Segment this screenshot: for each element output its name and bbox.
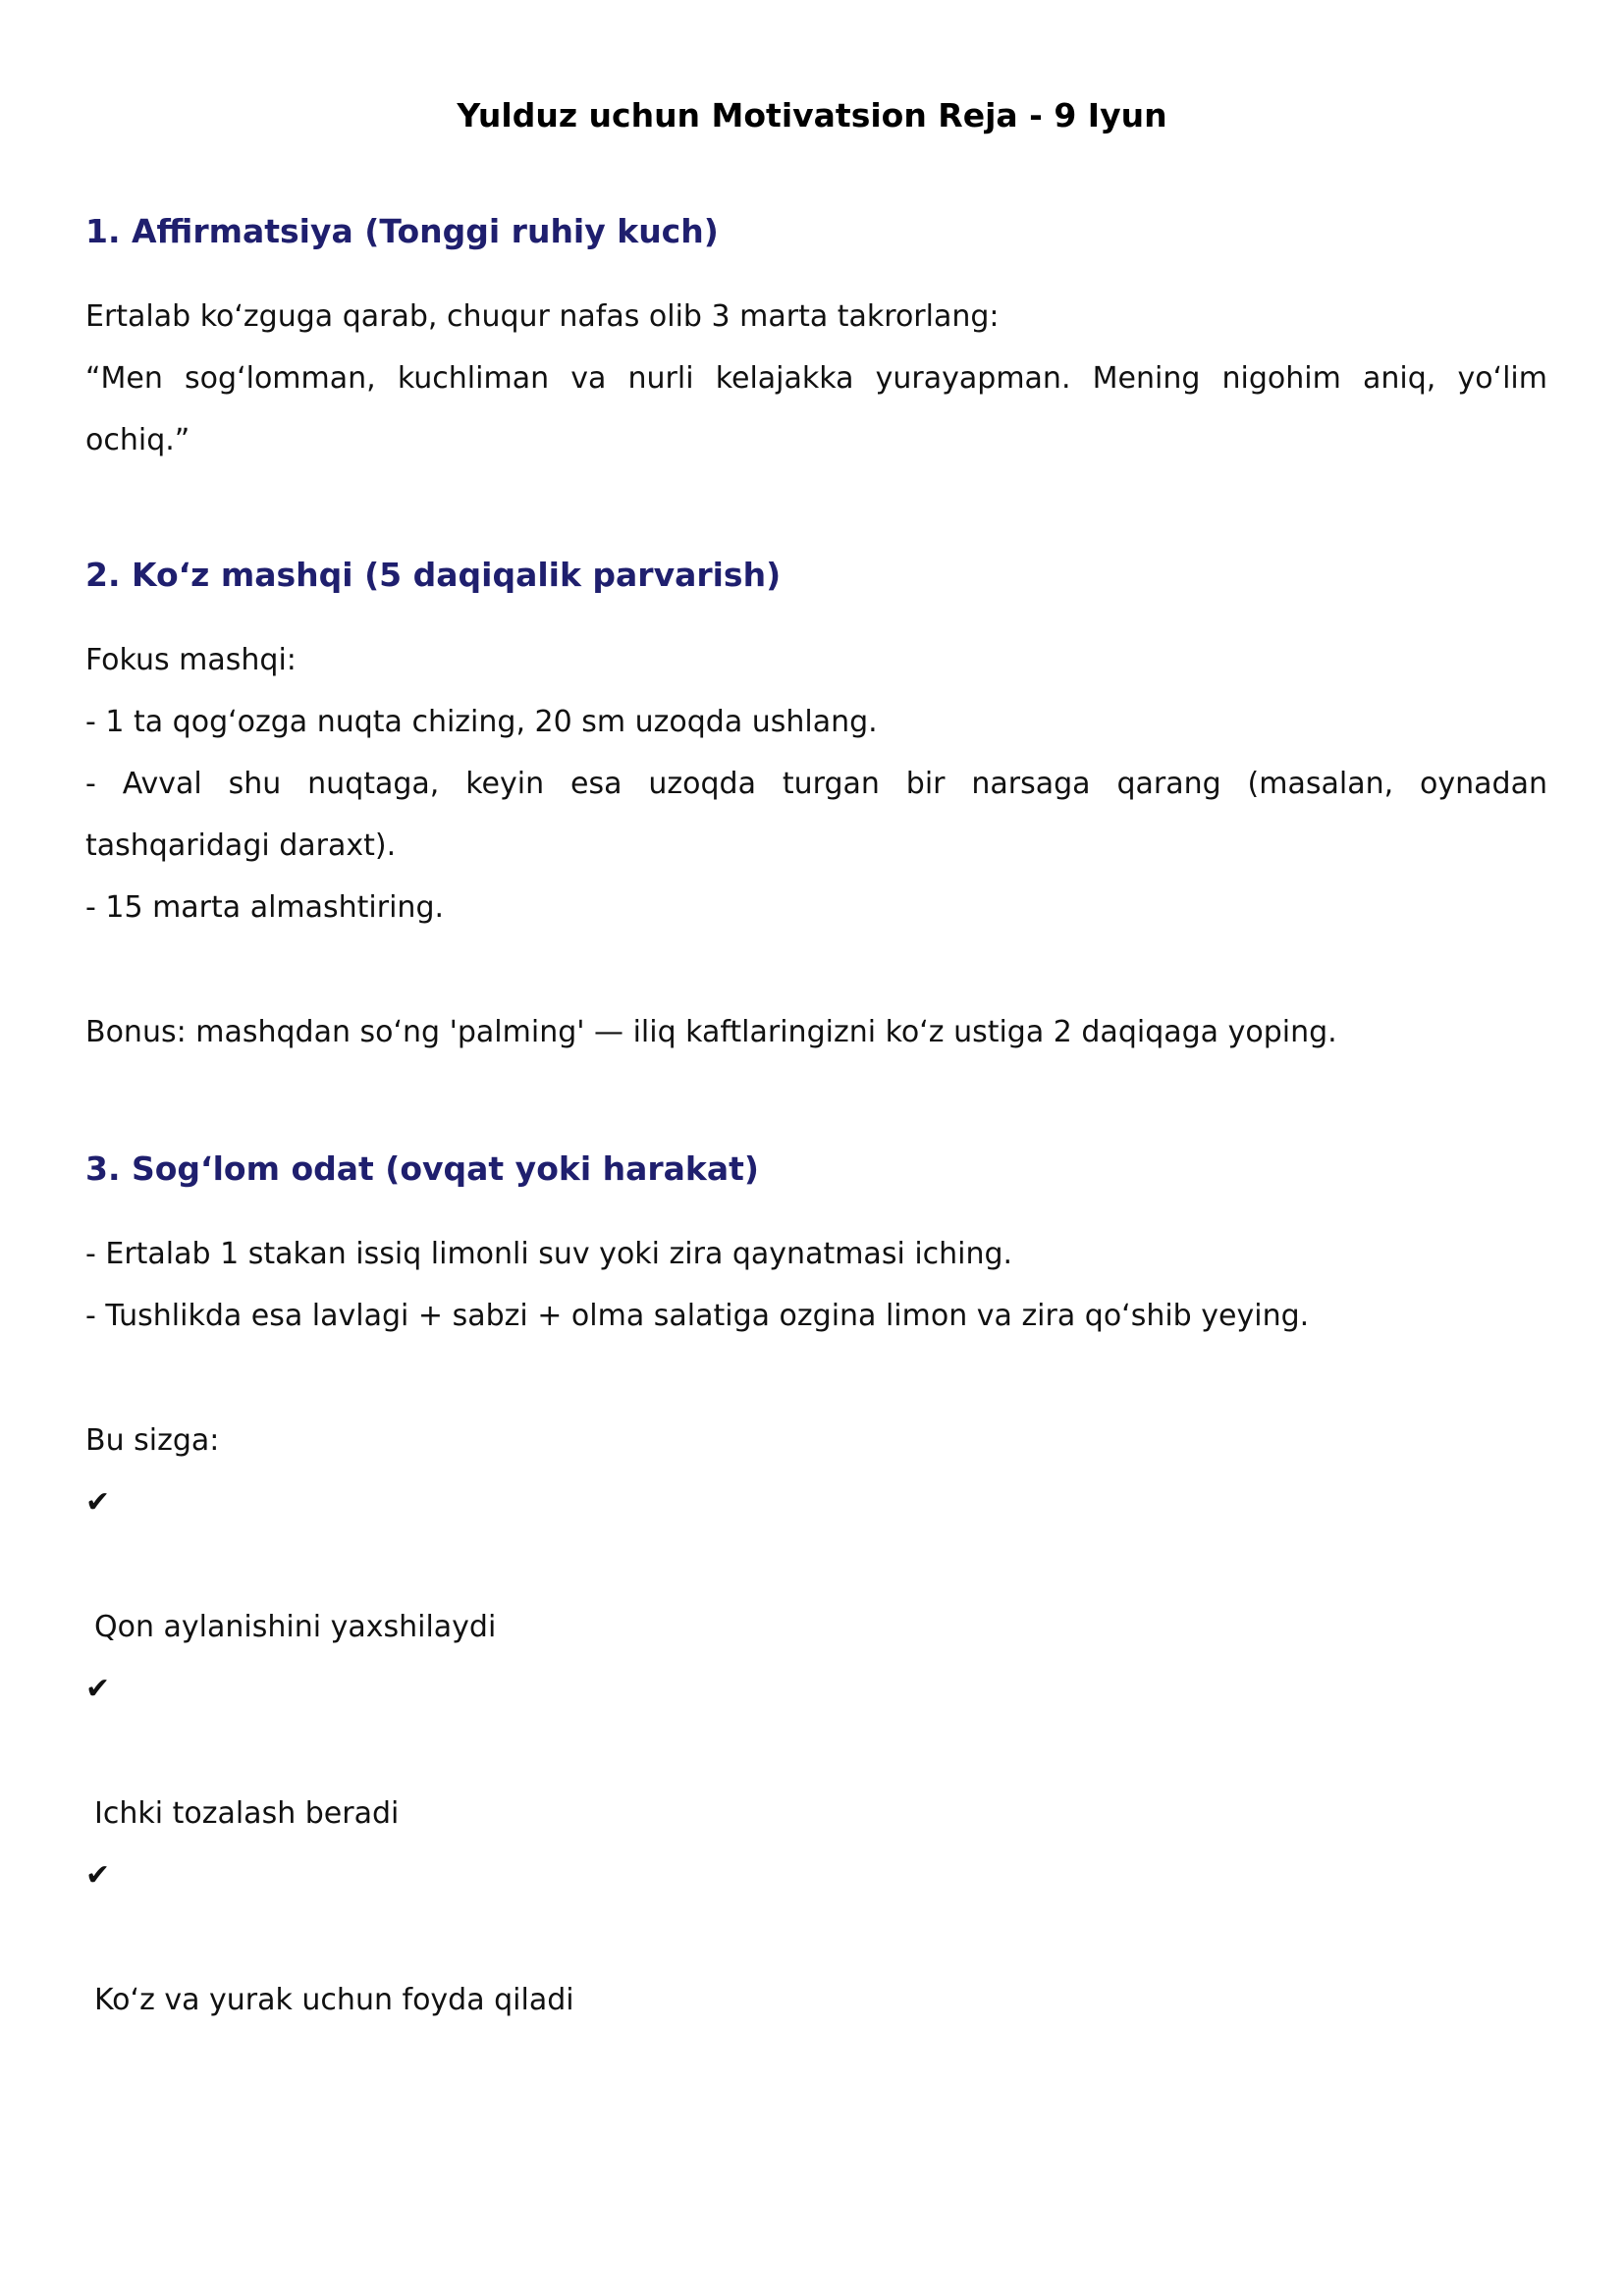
section-2-bonus: Bonus: mashqdan so‘ng 'palming' — iliq kaftlaringizni ko‘z ustiga 2 daqiqaga yoping. bbox=[85, 1015, 1337, 1049]
section-1-quote-line-2: ochiq.” bbox=[85, 423, 190, 457]
section-3-item-2: - Tushlikda esa lavlagi + sabzi + olma salatiga ozgina limon va zira qo‘shib yeying. bbox=[85, 1299, 1310, 1333]
check-mark-icon: ✔ bbox=[85, 1485, 111, 1520]
section-2-intro: Fokus mashqi: bbox=[85, 643, 297, 677]
section-2-step-2-line-2: tashqaridagi daraxt). bbox=[85, 828, 397, 863]
check-mark-icon: ✔ bbox=[85, 1858, 111, 1893]
benefits-intro: Bu sizga: bbox=[85, 1423, 220, 1458]
check-mark-icon: ✔ bbox=[85, 1672, 111, 1706]
benefit-item: Ko‘z va yurak uchun foyda qiladi bbox=[94, 1983, 574, 2017]
benefit-item: Ichki tozalash beradi bbox=[94, 1796, 400, 1831]
section-1-quote-line-1: “Men sog‘lomman, kuchliman va nurli kelajakka yurayapman. Mening nigohim aniq, yo‘lim bbox=[85, 361, 1547, 396]
section-2-step-3: - 15 marta almashtiring. bbox=[85, 890, 445, 925]
document-title: Yulduz uchun Motivatsion Reja - 9 Iyun bbox=[457, 96, 1167, 134]
section-1-intro: Ertalab ko‘zguga qarab, chuqur nafas olib 3 marta takrorlang: bbox=[85, 299, 1000, 334]
section-3-heading: 3. Sog‘lom odat (ovqat yoki harakat) bbox=[85, 1149, 759, 1188]
section-1-heading: 1. Affirmatsiya (Tonggi ruhiy kuch) bbox=[85, 212, 719, 250]
section-3-item-1: - Ertalab 1 stakan issiq limonli suv yoki zira qaynatmasi iching. bbox=[85, 1237, 1013, 1271]
section-2-step-2-line-1: - Avval shu nuqtaga, keyin esa uzoqda turgan bir narsaga qarang (masalan, oynadan bbox=[85, 767, 1547, 801]
benefit-item: Qon aylanishini yaxshilaydi bbox=[94, 1610, 497, 1644]
section-2-heading: 2. Ko‘z mashqi (5 daqiqalik parvarish) bbox=[85, 556, 782, 594]
section-2-step-1: - 1 ta qog‘ozga nuqta chizing, 20 sm uzoqda ushlang. bbox=[85, 705, 878, 739]
